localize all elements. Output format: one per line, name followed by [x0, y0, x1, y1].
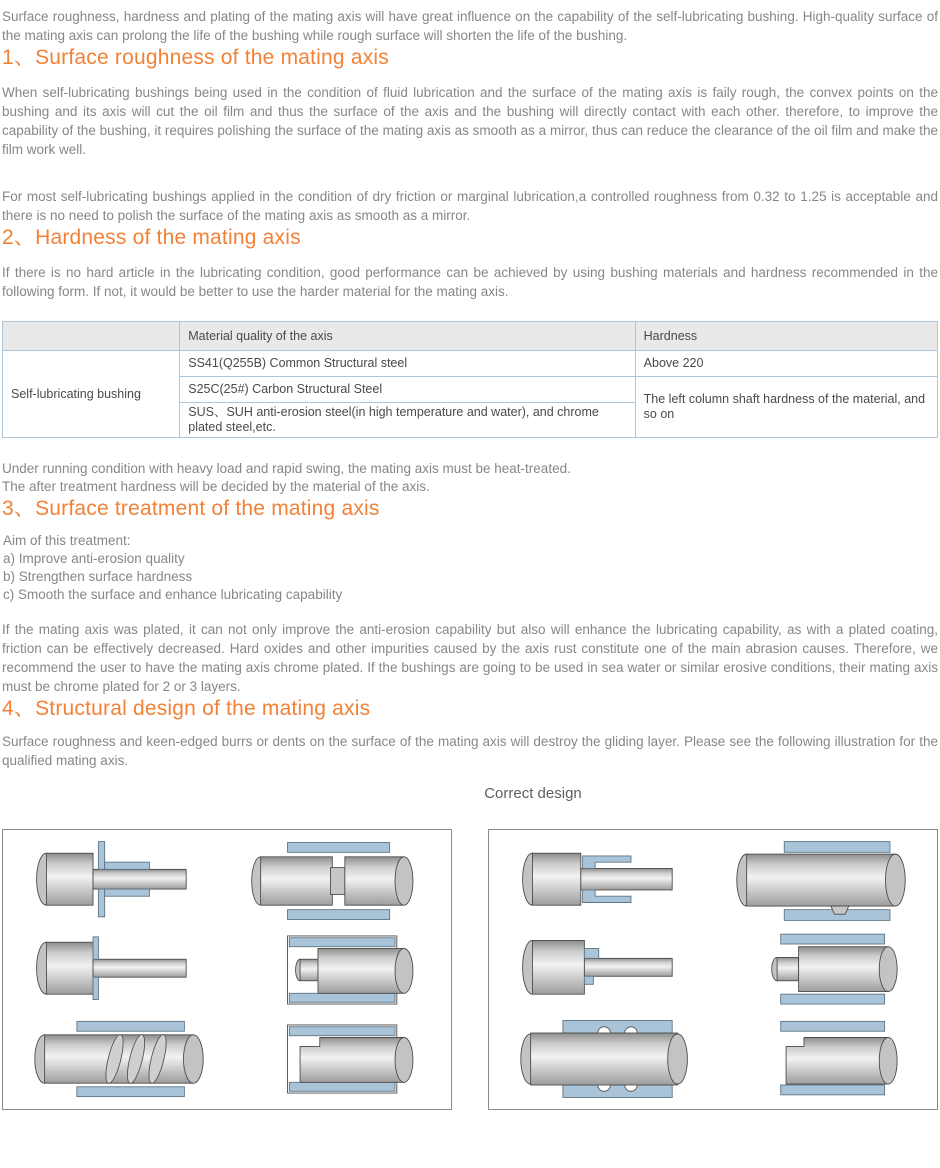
table-cell-hardness-1: Above 220	[635, 351, 937, 377]
aim-title: Aim of this treatment:	[3, 533, 131, 548]
section-3-paragraph-1: If the mating axis was plated, it can not only improve the anti-erosion capability but also will enhance the lubricating capability, as with a plated coating, friction can be effectively decreased. Hard oxides and other impurities caused by the axis rust constitute one of the main abrasion causes. Therefore, we recommend the user to have the mating axis chrome plated. If the bushings are going to be used in sea water or similar erosive conditions, their mating axis must be chrome plated for 2 or 3 layers.	[2, 622, 938, 694]
table-header-empty	[3, 322, 180, 351]
heat-treatment-notes	[2, 460, 938, 496]
section-4-paragraph-1: Surface roughness and keen-edged burrs or dents on the surface of the mating axis will destroy the gliding layer. Please see the following illustration for the qualified mating axis.	[2, 734, 938, 768]
figure-stepped-shaft-with-l-bushing	[509, 838, 701, 924]
bushing-hardness-table	[2, 321, 938, 438]
figure-shaft-in-oil-hole-bushing	[509, 1016, 701, 1102]
section-2-heading: 2、Hardness of the mating axis	[2, 226, 301, 249]
table-cell-material-3: SUS、SUH anti-erosion steel(in high temperature and water), and chrome plated steel,etc.	[180, 403, 635, 438]
note-line-1: Under running condition with heavy load and rapid swing, the mating axis must be heat-treated.	[2, 461, 571, 476]
aim-item-c: c) Smooth the surface and enhance lubricating capability	[3, 587, 343, 602]
aim-item-a: a) Improve anti-erosion quality	[3, 551, 185, 566]
table-header-hardness: Hardness	[635, 322, 937, 351]
figure-plain-shaft-with-oil-plug-bushing	[725, 838, 917, 924]
figure-stepped-shaft-with-tabs	[509, 927, 701, 1013]
figure-necked-shaft-in-split-bushing	[239, 838, 431, 924]
figure-stepped-shaft-with-thin-flange	[23, 927, 215, 1013]
section-1-paragraph-1: When self-lubricating bushings being used in the condition of fluid lubrication and the surface of the mating axis is faily rough, the convex points on the bushing and its axis will cut the oil film and thus the surface of the axis and the bushing will directly contact with each other. therefore, to improve the capability of the bushing, it requires polishing the surface of the mating axis as smooth as a mirror, thus can reduce the clearance of the oil film and make the film work well.	[2, 85, 938, 157]
figure-stub-shaft-between-plates	[725, 927, 917, 1013]
section-4-heading: 4、Structural design of the mating axis	[2, 697, 371, 720]
figure-stub-shaft-in-housing	[239, 927, 431, 1013]
table-header-row	[3, 322, 938, 351]
note-line-2: The after treatment hardness will be decided by the material of the axis.	[2, 479, 430, 494]
table-cell-hardness-2: The left column shaft hardness of the material, and so on	[635, 377, 937, 438]
figure-stepped-shaft-with-flanged-bushing	[23, 838, 215, 924]
figure-threaded-shaft-in-bushing	[23, 1016, 215, 1102]
table-cell-row-header: Self-lubricating bushing	[3, 351, 180, 438]
section-1-heading: 1、Surface roughness of the mating axis	[2, 46, 389, 69]
illustration-box-left	[2, 829, 452, 1110]
table-header-material: Material quality of the axis	[180, 322, 635, 351]
aim-item-b: b) Strengthen surface hardness	[3, 569, 193, 584]
illustration-row	[2, 829, 938, 1110]
treatment-aims-list	[2, 532, 938, 604]
figure-stepped-end-shaft-in-housing	[239, 1016, 431, 1102]
correct-design-label: Correct design	[484, 785, 582, 802]
illustration-box-right	[488, 829, 938, 1110]
table-row	[3, 351, 938, 377]
section-1-paragraph-2: For most self-lubricating bushings applied in the condition of dry friction or marginal lubrication,a controlled roughness from 0.32 to 1.25 is acceptable and there is no need to polish the surface of the mating axis as smooth as a mirror.	[2, 189, 938, 223]
intro-paragraph: Surface roughness, hardness and plating of the mating axis will have great influence on the capability of the self-lubricating bushing. High-quality surface of the mating axis can prolong the life of the bushing while rough surface will shorten the life of the bushing.	[2, 9, 938, 43]
table-cell-material-2: S25C(25#) Carbon Structural Steel	[180, 377, 635, 403]
table-cell-material-1: SS41(Q255B) Common Structural steel	[180, 351, 635, 377]
figure-chamfered-shaft-between-plates	[725, 1016, 917, 1102]
section-2-paragraph-1: If there is no hard article in the lubricating condition, good performance can be achieved by using bushing materials and hardness recommended in the following form. If not, it would be better to use the harder material for the mating axis.	[2, 265, 938, 299]
section-3-heading: 3、Surface treatment of the mating axis	[2, 497, 380, 520]
